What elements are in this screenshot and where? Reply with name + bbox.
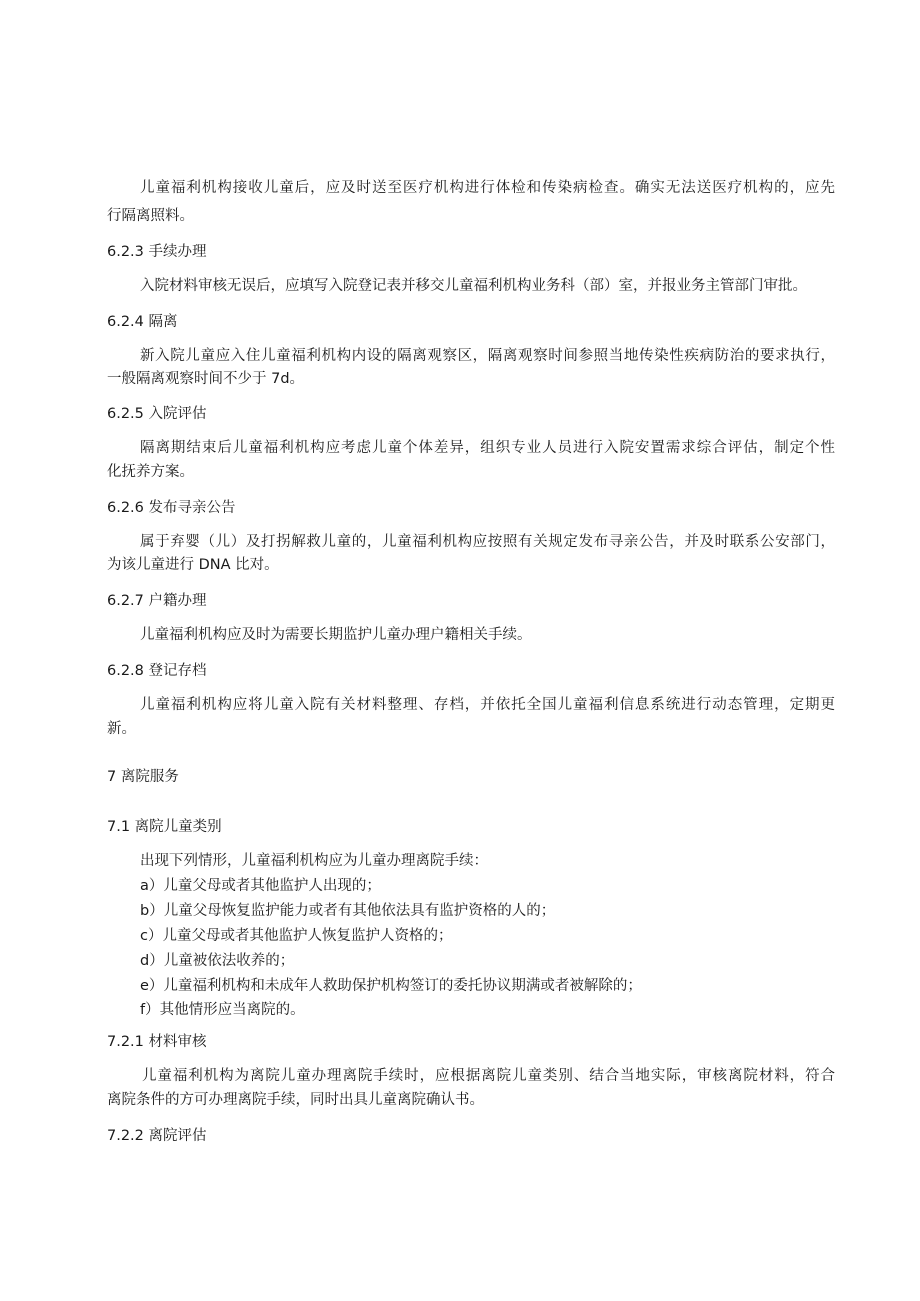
paragraph-7-2-1-line-2: 离院条件的方可办理离院手续，同时出具儿童离院确认书。 [107,1092,484,1108]
paragraph-6-2-6-line-2: 为该儿童进行 DNA 比对。 [107,557,279,573]
paragraph-6-2-8-line-1: 儿童福利机构应将儿童入院有关材料整理、存档，并依托全国儿童福利信息系统进行动态管理，定期更 [140,697,835,713]
paragraph-7-1-intro: 出现下列情形，儿童福利机构应为儿童办理离院手续： [140,853,488,869]
paragraph-6-2-5-line-1: 隔离期结束后儿童福利机构应考虑儿童个体差异，组织专业人员进行入院安置需求综合评估，制定个性 [140,440,835,456]
paragraph-6-2-2-line-2: 行隔离照料。 [107,208,194,224]
paragraph-6-2-8-line-2: 新。 [107,721,136,737]
heading-7-1: 7.1 离院儿童类别 [107,819,222,835]
heading-6-2-6: 6.2.6 发布寻亲公告 [107,500,236,516]
heading-6-2-5: 6.2.5 入院评估 [107,406,207,422]
heading-6-2-8: 6.2.8 登记存档 [107,663,207,679]
paragraph-6-2-3-line-1: 入院材料审核无误后，应填写入院登记表并移交儿童福利机构业务科（部）室，并报业务主管部门审批。 [140,278,807,294]
paragraph-6-2-4-line-2: 一般隔离观察时间不少于 7d。 [107,371,305,387]
list-item-d: d）儿童被依法收养的； [140,953,295,969]
heading-7-2-1: 7.2.1 材料审核 [107,1034,207,1050]
list-item-a: a）儿童父母或者其他监护人出现的； [140,878,381,894]
paragraph-6-2-5-line-2: 化抚养方案。 [107,464,194,480]
paragraph-6-2-6-line-1: 属于弃婴（儿）及打拐解救儿童的，儿童福利机构应按照有关规定发布寻亲公告，并及时联系公安部门， [140,534,835,550]
paragraph-7-2-1-line-1: 儿童福利机构为离院儿童办理离院手续时，应根据离院儿童类别、结合当地实际，审核离院材料，符合 [142,1068,835,1084]
list-item-e: e）儿童福利机构和未成年人救助保护机构签订的委托协议期满或者被解除的； [140,978,642,994]
heading-6-2-7: 6.2.7 户籍办理 [107,593,207,609]
list-item-c: c）儿童父母或者其他监护人恢复监护人资格的； [140,928,453,944]
paragraph-6-2-4-line-1: 新入院儿童应入住儿童福利机构内设的隔离观察区，隔离观察时间参照当地传染性疾病防治的要求执行， [140,348,835,364]
heading-6-2-4: 6.2.4 隔离 [107,314,178,330]
list-item-f: f）其他情形应当离院的。 [140,1002,305,1018]
paragraph-6-2-7-line-1: 儿童福利机构应及时为需要长期监护儿童办理户籍相关手续。 [140,627,532,643]
list-item-b: b）儿童父母恢复监护能力或者有其他依法具有监护资格的人的； [140,903,556,919]
heading-7: 7 离院服务 [107,769,179,785]
heading-6-2-3: 6.2.3 手续办理 [107,244,207,260]
heading-7-2-2: 7.2.2 离院评估 [107,1128,207,1144]
paragraph-6-2-2-line-1: 儿童福利机构接收儿童后，应及时送至医疗机构进行体检和传染病检查。确实无法送医疗机构的，应先 [140,180,835,196]
